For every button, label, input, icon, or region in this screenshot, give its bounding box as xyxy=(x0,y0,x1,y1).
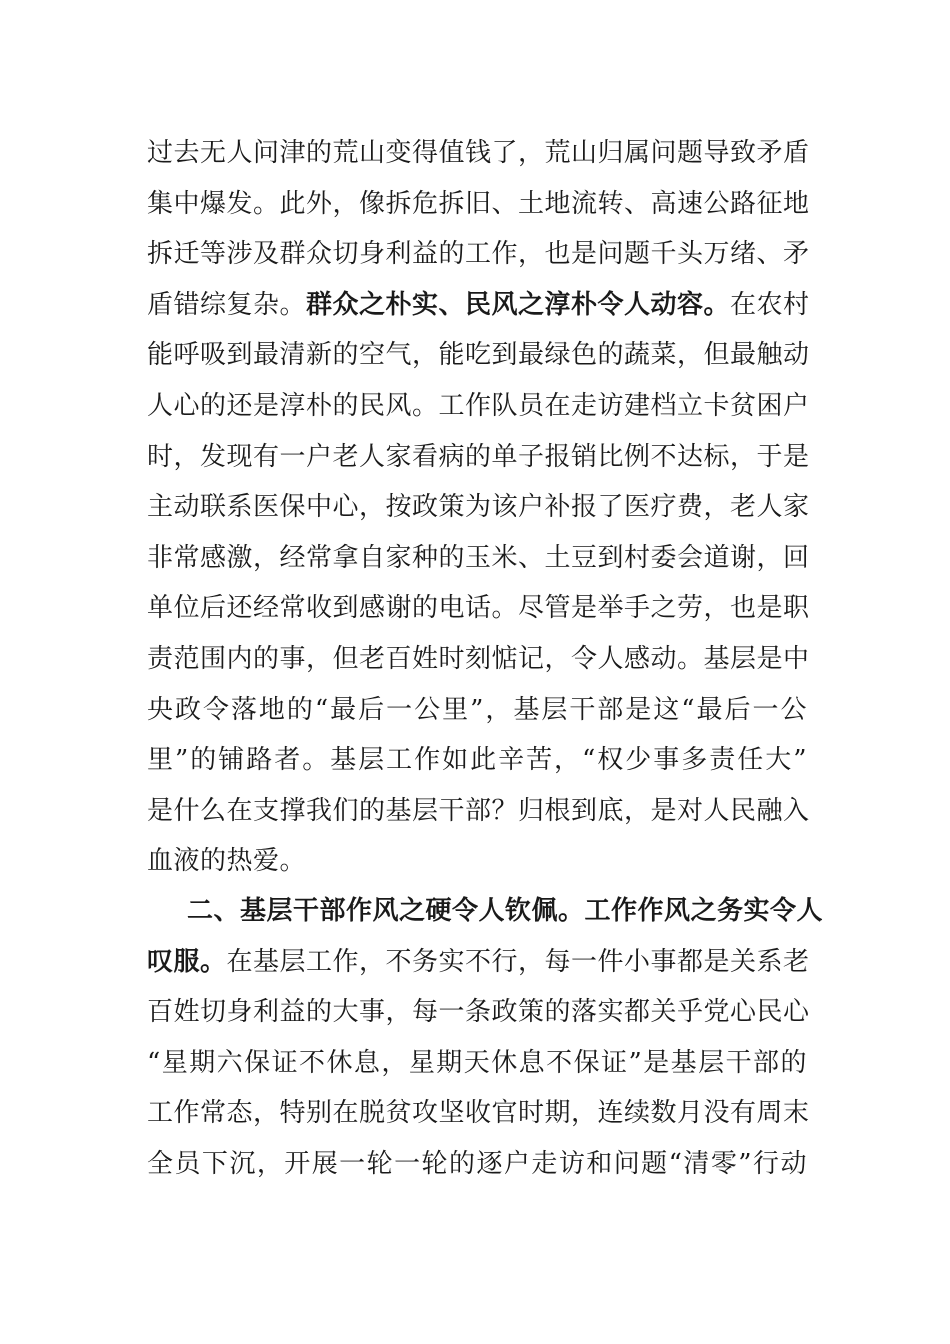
body-text: 是什么在支撑我们的基层干部？归根到底，是对人民融入 xyxy=(147,795,810,826)
bold-text: 群众之朴实、民风之淳朴令人动容。 xyxy=(306,289,731,320)
paragraph1-line xyxy=(147,229,810,280)
body-text: 血液的热爱。 xyxy=(147,846,307,877)
body-text: 工作常态，特别在脱贫攻坚收官时期，连续数月没有周末 xyxy=(147,1098,810,1129)
body-text: 责范围内的事，但老百姓时刻惦记，令人感动。基层是中 xyxy=(147,643,810,674)
paragraph1-line xyxy=(147,381,810,432)
paragraph1-line xyxy=(147,533,810,584)
body-text: 主动联系医保中心，按政策为该户补报了医疗费，老人家 xyxy=(147,492,810,523)
body-text: 里”的铺路者。基层工作如此辛苦，“权少事多责任大” xyxy=(147,745,807,776)
paragraph2-line xyxy=(147,1139,807,1190)
body-text: 能呼吸到最清新的空气，能吃到最绿色的蔬菜，但最触动 xyxy=(147,340,810,371)
paragraph1-line xyxy=(147,735,807,786)
paragraph1-line xyxy=(147,179,810,230)
body-text: 非常感激，经常拿自家种的玉米、土豆到村委会道谢，回 xyxy=(147,542,810,573)
paragraph2-line xyxy=(147,1088,810,1139)
body-text: 拆迁等涉及群众切身利益的工作，也是问题千头万绪、矛 xyxy=(147,239,810,270)
body-text: 百姓切身利益的大事，每一条政策的落实都关乎党心民心 xyxy=(147,997,810,1028)
body-text: 盾错综复杂。 xyxy=(147,289,307,320)
body-text: 在农村 xyxy=(730,289,810,320)
body-text: 人心的还是淳朴的民风。工作队员在走访建档立卡贫困户 xyxy=(147,390,810,421)
paragraph2-line xyxy=(147,987,810,1038)
paragraph1-line xyxy=(147,583,810,634)
body-text: 全员下沉，开展一轮一轮的逐户走访和问题“清零”行动 xyxy=(147,1148,807,1179)
paragraph1-line xyxy=(147,280,810,331)
paragraph1-line xyxy=(147,128,810,179)
body-text: 央政令落地的“最后一公里”，基层干部是这“最后一公 xyxy=(147,694,807,725)
paragraph1-line xyxy=(147,330,810,381)
paragraph-2 xyxy=(147,886,824,1190)
body-text: 在基层工作，不务实不行，每一件小事都是关系老 xyxy=(226,946,810,977)
paragraph2-line xyxy=(147,937,810,988)
paragraph1-line xyxy=(147,482,810,533)
paragraph2-line xyxy=(147,886,824,937)
body-text: 时，发现有一户老人家看病的单子报销比例不达标，于是 xyxy=(147,441,810,472)
body-text: 单位后还经常收到感谢的电话。尽管是举手之劳，也是职 xyxy=(147,593,810,624)
paragraph1-line xyxy=(147,634,810,685)
body-text: “星期六保证不休息，星期天休息不保证”是基层干部的 xyxy=(147,1047,807,1078)
paragraph1-line xyxy=(147,836,807,887)
bold-text: 叹服。 xyxy=(147,946,227,977)
paragraph1-line xyxy=(147,786,810,837)
paragraph2-line xyxy=(147,1038,807,1089)
body-text: 集中爆发。此外，像拆危拆旧、土地流转、高速公路征地 xyxy=(147,188,810,219)
bold-text: 二、基层干部作风之硬令人钦佩。工作作风之务实令人 xyxy=(187,896,824,926)
paragraph-1 xyxy=(147,128,810,887)
paragraph1-line xyxy=(147,685,807,736)
paragraph1-line xyxy=(147,432,810,483)
body-text: 过去无人问津的荒山变得值钱了，荒山归属问题导致矛盾 xyxy=(147,138,810,168)
